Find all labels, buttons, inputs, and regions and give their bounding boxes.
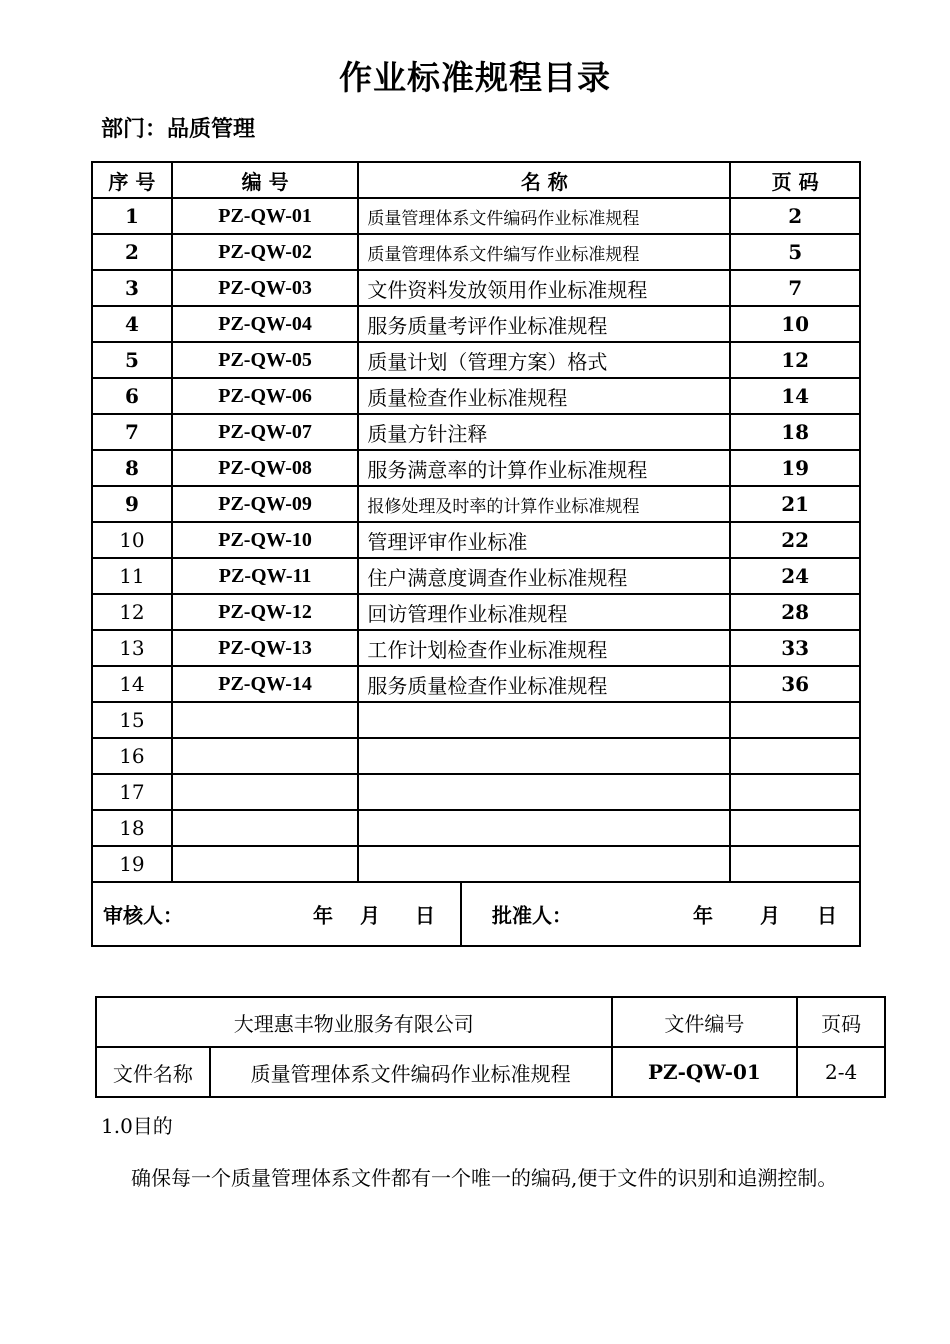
- toc-row: [92, 702, 860, 738]
- row-name: 质量方针注释: [358, 414, 730, 450]
- approver-cell: [462, 883, 859, 945]
- doc-no: PZ-QW-01: [612, 1047, 798, 1097]
- row-name: [358, 738, 730, 774]
- row-number: 12: [92, 594, 172, 630]
- row-name: 工作计划检查作业标准规程: [358, 630, 730, 666]
- row-page: 33: [730, 630, 860, 666]
- doc-no-label: 文件编号: [612, 997, 798, 1047]
- row-name: [358, 702, 730, 738]
- reviewer-month: 月: [360, 903, 380, 928]
- row-page: 10: [730, 306, 860, 342]
- row-code: [172, 774, 359, 810]
- toc-row: [92, 486, 860, 522]
- row-page: 18: [730, 414, 860, 450]
- toc-table: [91, 161, 861, 947]
- page-label: 页码: [797, 997, 885, 1047]
- department-label: 部门：品质管理: [101, 116, 256, 142]
- row-number: 13: [92, 630, 172, 666]
- row-page: 21: [730, 486, 860, 522]
- row-page: 22: [730, 522, 860, 558]
- toc-row: [92, 810, 860, 846]
- row-name: 回访管理作业标准规程: [358, 594, 730, 630]
- approver-label: 批准人：: [492, 903, 572, 928]
- row-number: 8: [92, 450, 172, 486]
- row-number: 4: [92, 306, 172, 342]
- row-page: [730, 810, 860, 846]
- row-code: [172, 810, 359, 846]
- row-name: [358, 774, 730, 810]
- row-number: 15: [92, 702, 172, 738]
- row-code: PZ-QW-08: [172, 450, 359, 486]
- toc-row: [92, 738, 860, 774]
- row-code: PZ-QW-03: [172, 270, 359, 306]
- toc-header-row: [92, 162, 860, 198]
- row-page: 12: [730, 342, 860, 378]
- toc-row: [92, 594, 860, 630]
- toc-row: [92, 234, 860, 270]
- row-number: 6: [92, 378, 172, 414]
- doc-name: 质量管理体系文件编码作业标准规程: [210, 1047, 612, 1097]
- approver-day: 日: [817, 903, 837, 928]
- toc-row: [92, 378, 860, 414]
- row-code: PZ-QW-02: [172, 234, 359, 270]
- row-page: [730, 738, 860, 774]
- row-name: 报修处理及时率的计算作业标准规程: [358, 486, 730, 522]
- row-page: 14: [730, 378, 860, 414]
- header-seq: 序 号: [92, 162, 172, 198]
- row-code: PZ-QW-09: [172, 486, 359, 522]
- toc-row: [92, 270, 860, 306]
- toc-row: [92, 774, 860, 810]
- header-name: 名 称: [358, 162, 730, 198]
- page-value: 2-4: [797, 1047, 885, 1097]
- row-page: 5: [730, 234, 860, 270]
- row-page: 36: [730, 666, 860, 702]
- reviewer-cell: [93, 883, 462, 945]
- toc-row: [92, 846, 860, 882]
- row-name: 服务质量考评作业标准规程: [358, 306, 730, 342]
- row-page: [730, 774, 860, 810]
- toc-row: [92, 666, 860, 702]
- toc-row: [92, 450, 860, 486]
- row-page: 28: [730, 594, 860, 630]
- row-name: 服务质量检查作业标准规程: [358, 666, 730, 702]
- row-number: 10: [92, 522, 172, 558]
- row-page: 19: [730, 450, 860, 486]
- company-name: 大理惠丰物业服务有限公司: [96, 997, 612, 1047]
- row-number: 9: [92, 486, 172, 522]
- row-name: 质量管理体系文件编码作业标准规程: [358, 198, 730, 234]
- header-code: 编 号: [172, 162, 359, 198]
- row-name: 服务满意率的计算作业标准规程: [358, 450, 730, 486]
- toc-row: [92, 558, 860, 594]
- row-code: [172, 702, 359, 738]
- row-page: [730, 846, 860, 882]
- row-name: [358, 810, 730, 846]
- page-title: 作业标准规程目录: [339, 58, 611, 97]
- sign-row: [92, 882, 860, 946]
- row-code: [172, 738, 359, 774]
- row-number: 19: [92, 846, 172, 882]
- row-number: 2: [92, 234, 172, 270]
- row-number: 5: [92, 342, 172, 378]
- row-page: 24: [730, 558, 860, 594]
- doc-name-label: 文件名称: [96, 1047, 210, 1097]
- row-number: 16: [92, 738, 172, 774]
- row-code: PZ-QW-10: [172, 522, 359, 558]
- row-code: PZ-QW-01: [172, 198, 359, 234]
- row-name: 质量管理体系文件编写作业标准规程: [358, 234, 730, 270]
- row-code: PZ-QW-11: [172, 558, 359, 594]
- row-name: 质量计划（管理方案）格式: [358, 342, 730, 378]
- reviewer-label: 审核人：: [103, 903, 183, 928]
- row-number: 14: [92, 666, 172, 702]
- row-page: 2: [730, 198, 860, 234]
- reviewer-day: 日: [415, 903, 435, 928]
- row-page: [730, 702, 860, 738]
- row-page: 7: [730, 270, 860, 306]
- toc-row: [92, 630, 860, 666]
- row-code: PZ-QW-07: [172, 414, 359, 450]
- document-info-table: [95, 996, 886, 1098]
- row-name: [358, 846, 730, 882]
- row-name: 文件资料发放领用作业标准规程: [358, 270, 730, 306]
- approver-year: 年: [693, 903, 713, 928]
- row-code: PZ-QW-06: [172, 378, 359, 414]
- row-number: 11: [92, 558, 172, 594]
- header-page: 页 码: [730, 162, 860, 198]
- row-code: PZ-QW-14: [172, 666, 359, 702]
- row-name: 管理评审作业标准: [358, 522, 730, 558]
- row-code: PZ-QW-04: [172, 306, 359, 342]
- toc-row: [92, 414, 860, 450]
- section-text: 确保每一个质量管理体系文件都有一个唯一的编码,便于文件的识别和追溯控制。: [131, 1166, 838, 1190]
- row-number: 3: [92, 270, 172, 306]
- toc-row: [92, 522, 860, 558]
- row-code: PZ-QW-12: [172, 594, 359, 630]
- toc-row: [92, 342, 860, 378]
- row-name: 住户满意度调查作业标准规程: [358, 558, 730, 594]
- toc-row: [92, 198, 860, 234]
- row-code: [172, 846, 359, 882]
- row-code: PZ-QW-05: [172, 342, 359, 378]
- section-title: 1.0目的: [101, 1114, 173, 1138]
- toc-row: [92, 306, 860, 342]
- row-number: 7: [92, 414, 172, 450]
- row-code: PZ-QW-13: [172, 630, 359, 666]
- row-number: 1: [92, 198, 172, 234]
- row-name: 质量检查作业标准规程: [358, 378, 730, 414]
- row-number: 18: [92, 810, 172, 846]
- approver-month: 月: [760, 903, 780, 928]
- row-number: 17: [92, 774, 172, 810]
- reviewer-year: 年: [313, 903, 333, 928]
